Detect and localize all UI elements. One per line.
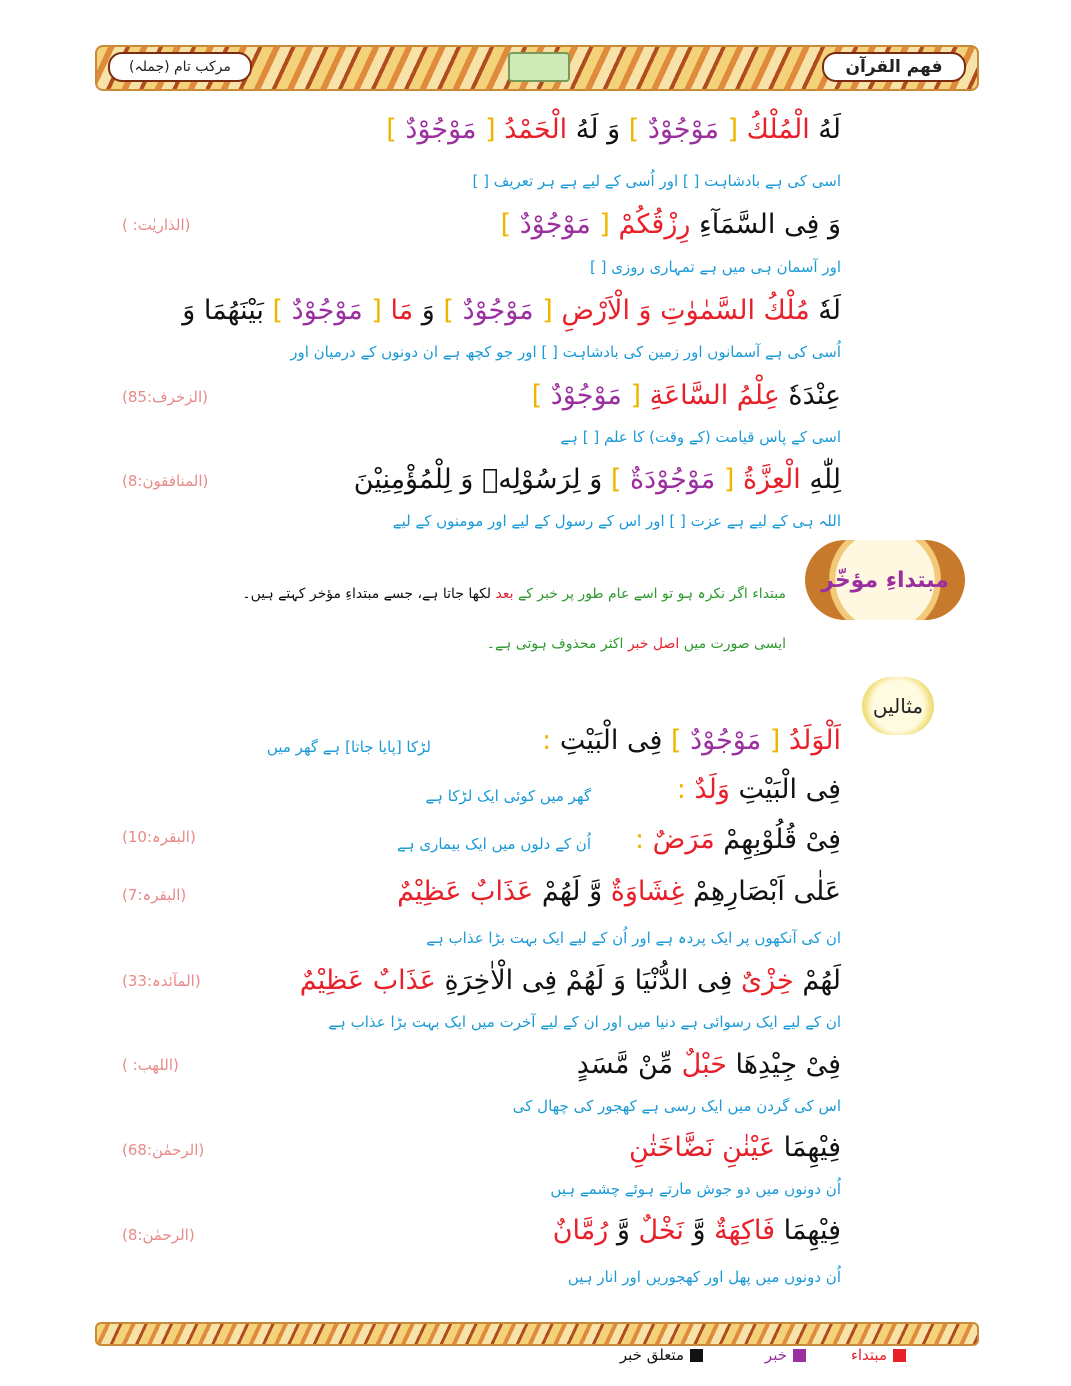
example-2 xyxy=(677,772,841,807)
example-7 xyxy=(629,1130,841,1165)
arabic-token: مَرَضٌ xyxy=(652,824,715,855)
example-3-urdu: اُن کے دلوں میں ایک بیماری ہے xyxy=(397,835,591,853)
book-title xyxy=(822,52,966,82)
verse-2-reference: (الذاریٰت: ) xyxy=(122,216,191,234)
verse-5-urdu: اللہ ہی کے لیے ہے عزت [ ] اور اس کے رسول کے لیے اور مومنوں کے لیے xyxy=(392,512,841,530)
verse-3-arabic xyxy=(182,293,841,328)
arabic-token: وَ xyxy=(421,295,435,326)
arabic-token: فِی الدُّنْيَا xyxy=(634,965,733,996)
arabic-token: بَيْنَهُمَا xyxy=(203,295,264,326)
verse-3-urdu: اُسی کی ہے آسمانوں اور زمین کی بادشاہت [ ] اور جو کچھ ہے ان دونوں کے درمیان اور xyxy=(290,343,841,361)
arabic-token: رِزْقُكُمْ xyxy=(618,209,691,240)
verse-4-urdu: اسی کے پاس قیامت (کے وقت) کا علم [ ] ہے xyxy=(560,428,841,446)
legend-swatch xyxy=(690,1349,703,1362)
ref-number: 10 xyxy=(127,828,147,846)
example-4 xyxy=(397,874,841,909)
example-6 xyxy=(577,1047,841,1082)
footer-decoration xyxy=(95,1322,979,1346)
ref-name: الزخرف xyxy=(152,388,203,406)
arabic-token: وَ xyxy=(589,464,603,495)
arabic-token: مَوْجُوْدٌ xyxy=(291,295,363,326)
arabic-token: خِزْیٌ xyxy=(741,965,794,996)
ref-name: الرحمٰن xyxy=(152,1141,199,1159)
rule-2a: ایسی صورت میں xyxy=(683,636,786,652)
arabic-token: الْمُلْكُ xyxy=(746,114,810,145)
arabic-token: لَهُ xyxy=(575,114,599,145)
legend-mutaaliq xyxy=(620,1346,703,1364)
example-1-urdu: لڑکا [پایا جاتا] ہے گھر میں xyxy=(266,738,431,756)
arabic-token: غِشَاوَةٌ xyxy=(610,876,685,907)
arabic-token: [ xyxy=(599,209,610,240)
example-5 xyxy=(300,963,841,998)
arabic-token: وَّ xyxy=(589,876,603,907)
verse-2-arabic xyxy=(501,207,841,242)
ref-name: المنافقون xyxy=(142,472,203,490)
arabic-token: وَّ xyxy=(616,1215,630,1246)
arabic-token: وَ xyxy=(612,965,627,996)
arabic-token: اَلْوَلَدُ xyxy=(788,725,841,756)
example-3 xyxy=(635,822,841,857)
arabic-token: : xyxy=(676,774,686,805)
example-5-urdu: ان کے لیے ایک رسوائی ہے دنیا میں اور ان کے لیے آخرت میں ایک بہت بڑا عذاب ہے xyxy=(328,1013,841,1031)
ref-number: 8 xyxy=(127,472,138,490)
arabic-token: ] xyxy=(531,380,543,411)
rule-line-2 xyxy=(487,636,786,652)
arabic-token: عِنْدَهٗ xyxy=(788,380,841,411)
arabic-token: : xyxy=(542,725,552,756)
arabic-token: ] xyxy=(500,209,512,240)
arabic-token: وَ xyxy=(827,209,841,240)
example-4-urdu: ان کی آنکھوں پر ایک پردہ ہے اور اُن کے لیے ایک بہت بڑا عذاب ہے xyxy=(426,929,841,947)
book-title-text: فهم القرآن xyxy=(845,57,943,77)
example-6-urdu: اس کی گردن میں ایک رسی ہے کھجور کی چھال کی xyxy=(512,1097,841,1115)
arabic-token: عِلْمُ السَّاعَةِ xyxy=(649,380,780,411)
legend-swatch xyxy=(793,1349,806,1362)
arabic-token: لِلْمُؤْمِنِيْنَ xyxy=(353,464,452,495)
ref-name: الذاریٰت xyxy=(137,216,185,234)
example-1 xyxy=(542,723,841,758)
legend-label: مبتداء xyxy=(850,1346,887,1364)
ref-number: 8 xyxy=(127,1226,138,1244)
arabic-token: الْحَمْدُ xyxy=(504,114,568,145)
arabic-token: مَوْجُوْدٌ xyxy=(519,209,591,240)
verse-2-urdu: اور آسمان ہی میں ہے تمہاری روزی [ ] xyxy=(589,258,841,276)
arabic-token: مَوْجُوْدٌ xyxy=(462,295,534,326)
arabic-token: وَ xyxy=(607,114,621,145)
arabic-token: ] xyxy=(610,464,622,495)
arabic-token: ] xyxy=(272,295,284,326)
arabic-token: رُمَّانٌ xyxy=(552,1215,609,1246)
arabic-token: لَهٗ xyxy=(818,295,841,326)
legend-label: متعلق خبر xyxy=(619,1346,684,1364)
section-title-text: مرکب تام (جملہ) xyxy=(129,59,231,75)
rule-2c: اکثر محذوف ہوتی ہے۔ xyxy=(486,636,624,652)
arabic-token: ] xyxy=(386,114,397,145)
arabic-token: [ xyxy=(630,380,641,411)
arabic-token: حَبْلٌ xyxy=(681,1049,727,1080)
arabic-token: فِی الْبَيْتِ xyxy=(738,774,841,805)
example-5-reference: (المآئدہ:33) xyxy=(122,972,201,990)
arabic-token: لَهُمْ xyxy=(565,965,605,996)
example-8-urdu: اُن دونوں میں پھل اور کھجوریں اور انار ہیں xyxy=(567,1268,841,1286)
example-7-reference: (الرحمٰن:68) xyxy=(122,1141,205,1159)
verse-1-urdu: اسی کی ہے بادشاہت [ ] اور اُسی کے لیے ہے ہر تعریف [ ] xyxy=(472,172,841,190)
arabic-token: مَوْجُوْدٌ xyxy=(405,114,477,145)
examples-label xyxy=(862,677,934,735)
rule-1a: مبتداء اگر نکرہ ہو تو اسے عام طور پر خبر کے xyxy=(517,586,786,602)
section-title xyxy=(108,52,252,82)
example-7-urdu: اُن دونوں میں دو جوش مارتے ہوئے چشمے ہیں xyxy=(550,1180,841,1198)
example-6-reference: (اللھب: ) xyxy=(122,1056,179,1074)
example-3-reference: (البقرہ:10) xyxy=(122,828,196,846)
arabic-token: فِی السَّمَآءِ xyxy=(699,209,820,240)
arabic-token: عَلٰی اَبْصَارِهِمْ xyxy=(692,876,841,907)
arabic-token: مَوْجُوْدٌ xyxy=(690,725,762,756)
badge-text: مبتداءِ مؤخّر xyxy=(821,567,949,593)
arabic-token: لَهُمْ xyxy=(802,965,841,996)
arabic-token: مَا xyxy=(390,295,414,326)
ref-name: الرحمٰن xyxy=(142,1226,189,1244)
arabic-token: لَهُمْ xyxy=(541,876,581,907)
legend-khabar xyxy=(765,1346,806,1364)
example-4-reference: (البقرہ:7) xyxy=(122,886,187,904)
arabic-token: وَلَدٌ xyxy=(694,774,730,805)
arabic-token: [ xyxy=(542,295,553,326)
mubtada-muakhar-badge xyxy=(805,540,965,620)
ref-name: البقرہ xyxy=(142,886,181,904)
arabic-token: عَذَابٌ عَظِيْمٌ xyxy=(397,876,534,907)
verse-5-arabic xyxy=(354,462,841,497)
example-8 xyxy=(553,1213,841,1248)
arabic-token: فَاكِهَةٌ xyxy=(714,1215,776,1246)
arabic-token: مَوْجُوْدٌ xyxy=(647,114,719,145)
arabic-token: مَوْجُوْدَةٌ xyxy=(630,464,716,495)
arabic-token: ] xyxy=(628,114,640,145)
rule-1c: لکھا جاتا ہے، جسے مبتداءِ مؤخر کہتے ہیں۔ xyxy=(242,586,492,602)
examples-label-text: مثالیں xyxy=(872,694,924,718)
ref-name: البقرہ xyxy=(152,828,190,846)
ref-name: اللھب xyxy=(137,1056,174,1074)
arabic-token: وَ xyxy=(182,295,196,326)
rule-1b: بعد xyxy=(495,586,514,602)
arabic-token: [ xyxy=(769,725,781,756)
arabic-token: [ xyxy=(723,464,735,495)
arabic-token: لَهُ xyxy=(818,114,841,145)
arabic-token: الْعِزَّةُ xyxy=(742,464,801,495)
arabic-token: [ xyxy=(727,114,739,145)
rule-line-1 xyxy=(242,586,786,602)
arabic-token: لِرَسُوْلِهٖ xyxy=(482,464,581,495)
legend-swatch xyxy=(893,1349,906,1362)
arabic-token: فِیْ قُلُوْبِهِمْ xyxy=(723,824,841,855)
arabic-token: [ xyxy=(485,114,496,145)
example-8-reference: (الرحمٰن:8) xyxy=(122,1226,195,1244)
arabic-token: عَيْنٰنِ نَضَّاخَتٰنِ xyxy=(628,1132,776,1163)
arabic-token: ] xyxy=(670,725,682,756)
arabic-token: مَوْجُوْدٌ xyxy=(550,380,622,411)
verse-4-arabic xyxy=(532,378,841,413)
arabic-token: لِلّٰهِ xyxy=(809,464,841,495)
arabic-token: [ xyxy=(371,295,382,326)
arabic-token: مُلْكُ السَّمٰوٰتِ وَ الْاَرْضِ xyxy=(561,295,810,326)
arabic-token: فِی الْبَيْتِ xyxy=(559,725,663,756)
verse-5-reference: (المنافقون:8) xyxy=(122,472,209,490)
legend-label: خبر xyxy=(764,1346,787,1364)
ref-number: 85 xyxy=(127,388,147,406)
arabic-token: فِيْهِمَا xyxy=(783,1132,841,1163)
ref-name: المآئدہ xyxy=(152,972,195,990)
arabic-token: عَذَابٌ عَظِيْمٌ xyxy=(299,965,436,996)
arabic-token: ] xyxy=(443,295,454,326)
legend-mubtada xyxy=(851,1346,906,1364)
verse-4-reference: (الزخرف:85) xyxy=(122,388,208,406)
ref-number: 7 xyxy=(127,886,138,904)
arabic-token: فِيْهِمَا xyxy=(783,1215,841,1246)
arabic-token: فِی الْاٰخِرَةِ xyxy=(444,965,558,996)
arabic-token: فِیْ جِيْدِهَا xyxy=(735,1049,841,1080)
arabic-token: وَّ xyxy=(692,1215,706,1246)
ref-number: 68 xyxy=(127,1141,147,1159)
example-2-urdu: گھر میں کوئی ایک لڑکا ہے xyxy=(425,787,591,805)
ref-number: 33 xyxy=(127,972,147,990)
arabic-token: نَخْلٌ xyxy=(638,1215,684,1246)
rule-2b: اصل خبر xyxy=(627,636,680,652)
arabic-token: : xyxy=(634,824,645,855)
verse-1-arabic xyxy=(386,112,841,147)
arabic-token: مِّنْ مَّسَدٍ xyxy=(576,1049,674,1080)
arabic-token: وَ xyxy=(460,464,474,495)
header-center-box xyxy=(508,52,570,82)
